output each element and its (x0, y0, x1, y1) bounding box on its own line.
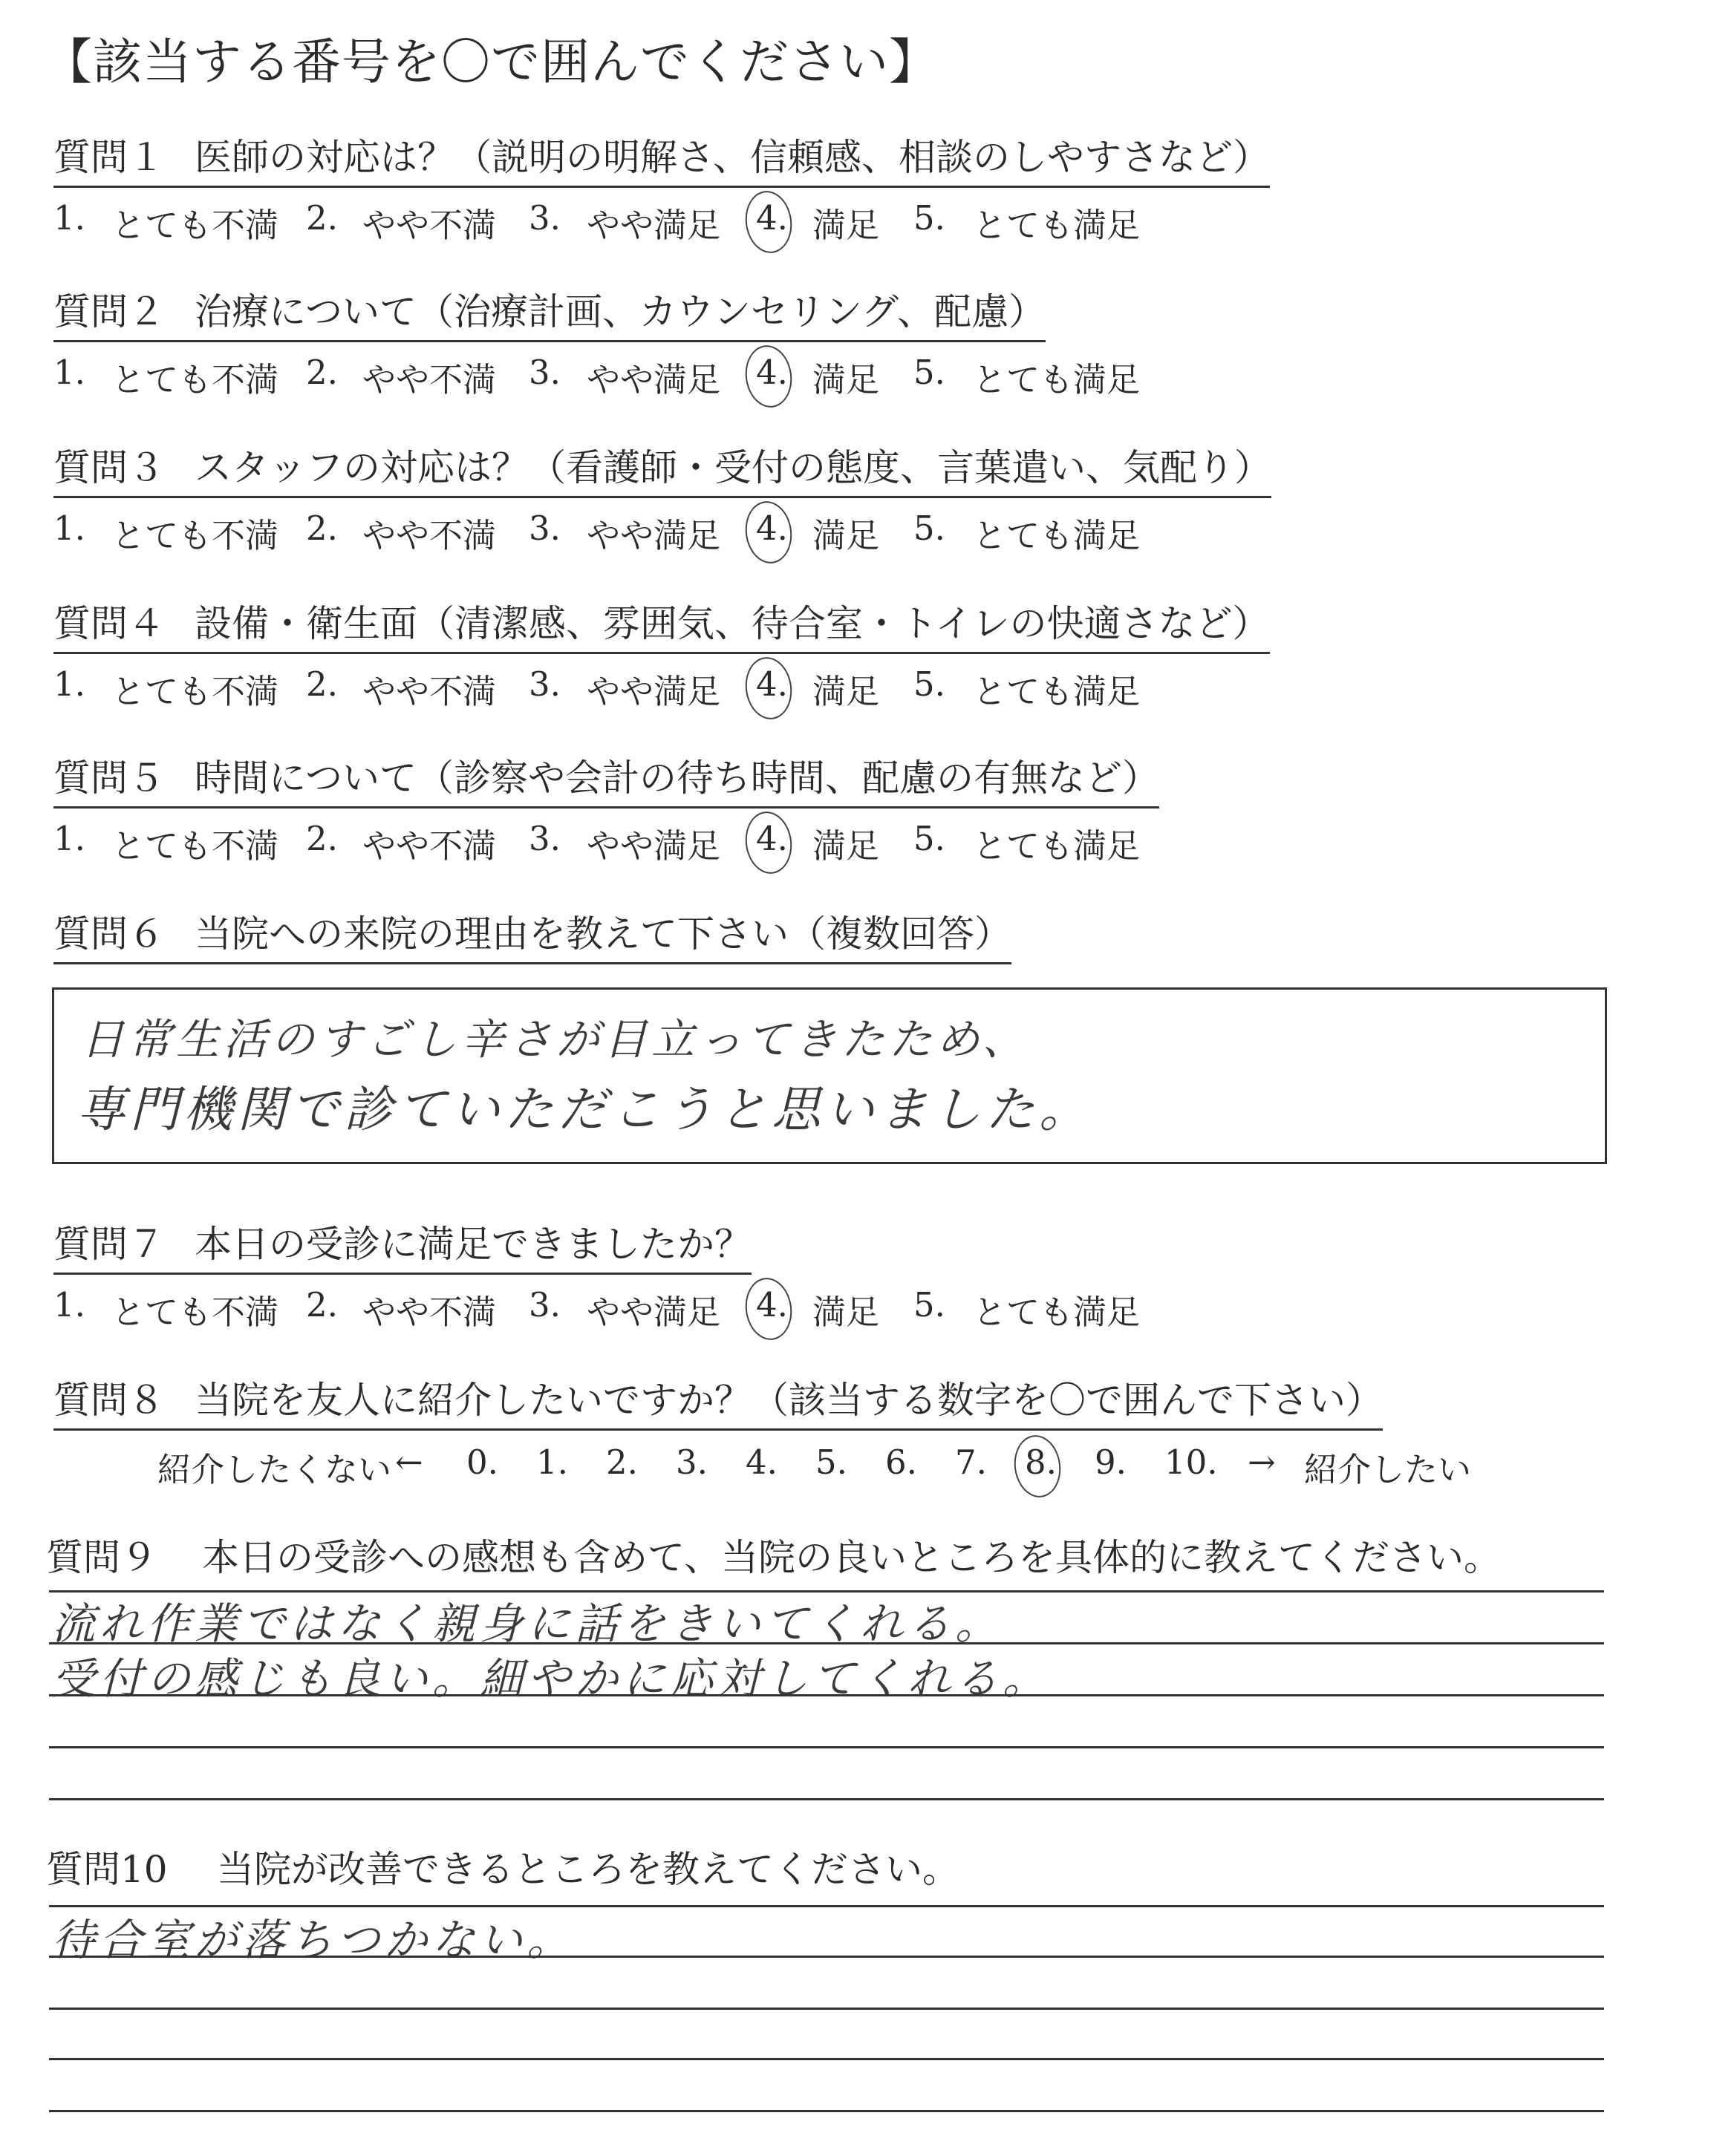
scale-option-2[interactable]: 2. (606, 1443, 638, 1482)
question-heading (53, 438, 1271, 498)
answer-line (49, 1956, 1604, 1958)
scale-option-6[interactable]: 6. (885, 1443, 917, 1482)
question-number: 質問４ (53, 602, 165, 645)
option-5-number[interactable]: 5. (913, 1285, 945, 1324)
option-5-number[interactable]: 5. (913, 664, 945, 704)
question-number: 質問８ (53, 1379, 165, 1422)
question-number: 質問３ (53, 446, 165, 489)
question-1 (53, 128, 1687, 243)
answer-options (53, 1285, 1687, 1330)
option-3-number[interactable]: 3. (529, 198, 561, 238)
scale-right-label: 紹介したい (1304, 1450, 1472, 1489)
option-2-label: やや不満 (362, 206, 497, 245)
option-3-label: やや満足 (587, 360, 721, 399)
option-5-label: とても満足 (973, 516, 1141, 555)
question-number: 質問１ (53, 136, 165, 179)
question-text: 本日の受診に満足できましたか？ (195, 1223, 752, 1266)
option-4-number-circled[interactable]: 4. (756, 819, 788, 858)
free-answer-box[interactable] (52, 987, 1607, 1164)
answer-line (49, 2110, 1604, 2112)
option-3-label: やや満足 (587, 826, 721, 866)
option-4-label: 満足 (812, 360, 880, 399)
option-5-number[interactable]: 5. (913, 819, 945, 858)
scale-option-9[interactable]: 9. (1095, 1443, 1127, 1482)
handwritten-answer-line: 待合室が落ちつかない。 (52, 1915, 575, 1965)
question-number: 質問10 (46, 1848, 168, 1891)
option-5-number[interactable]: 5. (913, 353, 945, 392)
question-text: 医師の対応は？（説明の明解さ、信頼感、相談のしやすさなど） (195, 136, 1270, 179)
option-3-number[interactable]: 3. (529, 509, 561, 548)
answer-line (49, 1642, 1604, 1644)
option-1-label: とても不満 (111, 826, 279, 866)
question-3 (53, 438, 1687, 553)
option-5-number[interactable]: 5. (913, 198, 945, 238)
question-number: 質問９ (46, 1536, 157, 1579)
page-title: 【該当する番号を〇で囲んでください】 (43, 33, 939, 91)
option-1-label: とても不満 (111, 516, 279, 555)
left-arrow-icon: ← (395, 1443, 423, 1482)
option-1-label: とても不満 (111, 672, 279, 711)
option-4-label: 満足 (812, 1293, 880, 1332)
option-4-number-circled[interactable]: 4. (756, 198, 788, 238)
question-7 (53, 1215, 1687, 1330)
option-2-label: やや不満 (362, 826, 497, 866)
question-heading (53, 594, 1270, 654)
handwritten-answer-line: 日常生活のすごし辛さが目立ってきたため、 (81, 1014, 1030, 1065)
question-text: スタッフの対応は？（看護師・受付の態度、言葉遣い、気配り） (195, 446, 1271, 489)
question-text: 設備・衛生面（清潔感、雰囲気、待合室・トイレの快適さなど） (195, 602, 1270, 645)
question-heading (53, 1215, 752, 1275)
scale-option-0[interactable]: 0. (466, 1443, 498, 1482)
option-5-label: とても満足 (973, 360, 1141, 399)
option-2-label: やや不満 (362, 672, 497, 711)
answer-line (49, 1746, 1604, 1748)
answer-line (49, 1590, 1604, 1592)
question-text: 当院への来院の理由を教えて下さい（複数回答） (195, 912, 1011, 956)
handwritten-answer-line: 専門機関で診ていただこうと思いました。 (76, 1081, 1092, 1138)
question-number: 質問６ (53, 912, 165, 956)
option-5-label: とても満足 (973, 206, 1141, 245)
option-2-number[interactable]: 2. (306, 198, 338, 238)
option-2-number[interactable]: 2. (306, 353, 338, 392)
answer-line (49, 1798, 1604, 1800)
question-text: 本日の受診への感想も含めて、当院の良いところを具体的に教えてください。 (202, 1536, 1501, 1579)
answer-line (49, 2058, 1604, 2060)
option-3-label: やや満足 (587, 516, 721, 555)
option-1-label: とても不満 (111, 1293, 279, 1332)
option-1-number[interactable]: 1. (53, 198, 85, 238)
option-3-label: やや満足 (587, 206, 721, 245)
answer-line (49, 1694, 1604, 1696)
answer-line (49, 1905, 1604, 1907)
option-3-number[interactable]: 3. (529, 819, 561, 858)
scale-option-3[interactable]: 3. (676, 1443, 708, 1482)
question-number: 質問５ (53, 757, 165, 800)
question-8 (53, 1371, 1687, 1490)
handwritten-answer-line: 流れ作業ではなく親身に話をきいてくれる。 (52, 1598, 1003, 1649)
option-5-label: とても満足 (973, 1293, 1141, 1332)
question-text: 治療について（治療計画、カウンセリング、配慮） (195, 290, 1046, 333)
scale-option-4[interactable]: 4. (746, 1443, 778, 1482)
option-3-number[interactable]: 3. (529, 1285, 561, 1324)
question-2 (53, 282, 1687, 397)
question-9-heading (46, 1528, 1501, 1581)
scale-left-label: 紹介したくない (157, 1450, 392, 1489)
question-heading (53, 904, 1011, 964)
option-1-number[interactable]: 1. (53, 819, 85, 858)
question-4 (53, 594, 1687, 709)
question-number: 質問７ (53, 1223, 165, 1266)
option-4-label: 満足 (812, 206, 880, 245)
handwritten-answer-line: 受付の感じも良い。細やかに応対してくれる。 (52, 1653, 1051, 1704)
scale-option-1[interactable]: 1. (536, 1443, 568, 1482)
question-5 (53, 748, 1687, 866)
question-6 (53, 904, 1687, 964)
question-heading (53, 282, 1046, 342)
option-1-number[interactable]: 1. (53, 509, 85, 548)
answer-options (53, 198, 1687, 243)
option-1-number[interactable]: 1. (53, 1285, 85, 1324)
option-4-number-circled[interactable]: 4. (756, 1285, 788, 1324)
option-4-number-circled[interactable]: 4. (756, 353, 788, 392)
question-heading (53, 128, 1270, 188)
answer-options (53, 819, 1687, 866)
question-number: 質問２ (53, 290, 165, 333)
option-2-label: やや不満 (362, 1293, 497, 1332)
option-1-number[interactable]: 1. (53, 353, 85, 392)
answer-options (53, 664, 1687, 709)
option-4-label: 満足 (812, 826, 880, 866)
question-text: 時間について（診察や会計の待ち時間、配慮の有無など） (195, 757, 1159, 800)
scale-option-5[interactable]: 5. (815, 1443, 847, 1482)
option-5-label: とても満足 (973, 672, 1141, 711)
answer-options (53, 509, 1687, 553)
option-3-number[interactable]: 3. (529, 664, 561, 704)
question-heading (53, 1371, 1383, 1431)
option-2-number[interactable]: 2. (306, 664, 338, 704)
option-2-number[interactable]: 2. (306, 819, 338, 858)
option-1-label: とても不満 (111, 360, 279, 399)
scale-option-8-circled[interactable]: 8. (1025, 1443, 1057, 1482)
option-3-label: やや満足 (587, 672, 721, 711)
option-2-number[interactable]: 2. (306, 509, 338, 548)
answer-options (53, 353, 1687, 397)
answer-line (49, 2008, 1604, 2010)
option-4-label: 満足 (812, 672, 880, 711)
recommend-scale (53, 1443, 1687, 1490)
option-1-number[interactable]: 1. (53, 664, 85, 704)
option-3-number[interactable]: 3. (529, 353, 561, 392)
option-5-label: とても満足 (973, 826, 1141, 866)
question-heading (53, 748, 1159, 808)
option-5-number[interactable]: 5. (913, 509, 945, 548)
option-4-label: 満足 (812, 516, 880, 555)
question-text: 当院を友人に紹介したいですか？（該当する数字を〇で囲んで下さい） (195, 1379, 1383, 1422)
question-10-heading (46, 1840, 959, 1893)
option-2-number[interactable]: 2. (306, 1285, 338, 1324)
scale-option-10[interactable]: 10. (1164, 1443, 1218, 1482)
option-2-label: やや不満 (362, 360, 497, 399)
question-text: 当院が改善できるところを教えてください。 (217, 1848, 959, 1891)
scale-option-7[interactable]: 7. (955, 1443, 987, 1482)
option-2-label: やや不満 (362, 516, 497, 555)
option-3-label: やや満足 (587, 1293, 721, 1332)
right-arrow-icon: → (1248, 1443, 1276, 1482)
option-4-number-circled[interactable]: 4. (756, 509, 788, 548)
option-1-label: とても不満 (111, 206, 279, 245)
option-4-number-circled[interactable]: 4. (756, 664, 788, 704)
